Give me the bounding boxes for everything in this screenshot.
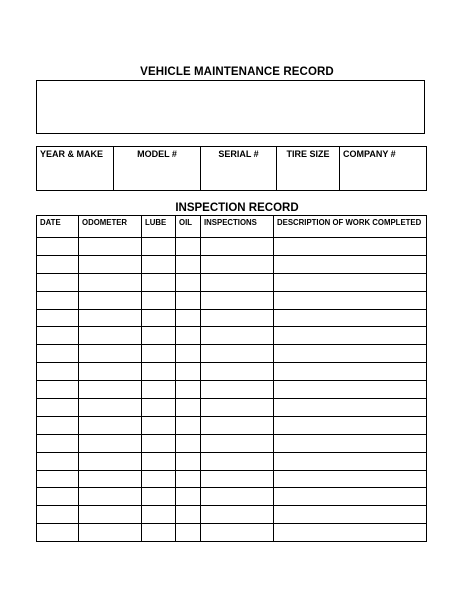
header-inspections: INSPECTIONS: [201, 216, 274, 238]
oil-field[interactable]: [176, 291, 201, 309]
description-field[interactable]: [274, 399, 427, 417]
date-field[interactable]: [37, 506, 79, 524]
odometer-field[interactable]: [79, 524, 142, 542]
serial-field[interactable]: [201, 160, 277, 191]
lube-field[interactable]: [142, 416, 176, 434]
inspection-title: INSPECTION RECORD: [175, 202, 299, 214]
odometer-field[interactable]: [79, 238, 142, 256]
description-field[interactable]: [274, 452, 427, 470]
oil-field[interactable]: [176, 309, 201, 327]
form-title: VEHICLE MAINTENANCE RECORD: [140, 66, 334, 78]
description-field[interactable]: [274, 309, 427, 327]
inspection-row: [37, 273, 427, 291]
lube-field[interactable]: [142, 309, 176, 327]
odometer-field[interactable]: [79, 416, 142, 434]
inspection-row: [37, 399, 427, 417]
odometer-field[interactable]: [79, 273, 142, 291]
oil-field[interactable]: [176, 327, 201, 345]
header-year-make: YEAR & MAKE: [37, 147, 114, 160]
description-field[interactable]: [274, 345, 427, 363]
description-field[interactable]: [274, 506, 427, 524]
lube-field[interactable]: [142, 470, 176, 488]
date-field[interactable]: [37, 488, 79, 506]
inspections-field[interactable]: [201, 291, 274, 309]
description-field[interactable]: [274, 255, 427, 273]
description-field[interactable]: [274, 327, 427, 345]
date-field[interactable]: [37, 434, 79, 452]
description-field[interactable]: [274, 238, 427, 256]
lube-field[interactable]: [142, 434, 176, 452]
inspections-field[interactable]: [201, 255, 274, 273]
date-field[interactable]: [37, 470, 79, 488]
description-field[interactable]: [274, 363, 427, 381]
inspections-field[interactable]: [201, 524, 274, 542]
odometer-field[interactable]: [79, 434, 142, 452]
header-company: COMPANY #: [340, 147, 427, 160]
inspection-row: [37, 381, 427, 399]
description-field[interactable]: [274, 488, 427, 506]
header-lube: LUBE: [142, 216, 176, 238]
inspections-field[interactable]: [201, 434, 274, 452]
odometer-field[interactable]: [79, 291, 142, 309]
oil-field[interactable]: [176, 399, 201, 417]
header-model: MODEL #: [114, 147, 201, 160]
odometer-field[interactable]: [79, 470, 142, 488]
lube-field[interactable]: [142, 506, 176, 524]
inspection-row: [37, 363, 427, 381]
lube-field[interactable]: [142, 327, 176, 345]
inspection-row: [37, 524, 427, 542]
date-field[interactable]: [37, 327, 79, 345]
date-field[interactable]: [37, 255, 79, 273]
date-field[interactable]: [37, 273, 79, 291]
oil-field[interactable]: [176, 381, 201, 399]
inspection-row: [37, 506, 427, 524]
date-field[interactable]: [37, 416, 79, 434]
inspection-row: [37, 434, 427, 452]
vehicle-info-table: [36, 146, 427, 191]
inspections-field[interactable]: [201, 488, 274, 506]
vehicle-entry-row: [37, 160, 427, 191]
inspections-field[interactable]: [201, 416, 274, 434]
oil-field[interactable]: [176, 470, 201, 488]
oil-field[interactable]: [176, 238, 201, 256]
inspections-field[interactable]: [201, 327, 274, 345]
inspection-row: [37, 452, 427, 470]
date-field[interactable]: [37, 452, 79, 470]
date-field[interactable]: [37, 524, 79, 542]
odometer-field[interactable]: [79, 381, 142, 399]
tire-size-field[interactable]: [277, 160, 340, 191]
inspections-field[interactable]: [201, 309, 274, 327]
header-oil: OIL: [176, 216, 201, 238]
odometer-field[interactable]: [79, 327, 142, 345]
lube-field[interactable]: [142, 399, 176, 417]
inspection-header-row: [37, 216, 427, 238]
date-field[interactable]: [37, 381, 79, 399]
lube-field[interactable]: [142, 291, 176, 309]
lube-field[interactable]: [142, 255, 176, 273]
description-field[interactable]: [274, 291, 427, 309]
inspections-field[interactable]: [201, 238, 274, 256]
oil-field[interactable]: [176, 273, 201, 291]
description-field[interactable]: [274, 470, 427, 488]
odometer-field[interactable]: [79, 506, 142, 524]
header-serial: SERIAL #: [201, 147, 277, 160]
vehicle-header-row: [37, 147, 427, 160]
oil-field[interactable]: [176, 488, 201, 506]
inspection-table: [36, 215, 427, 542]
inspection-body: [37, 238, 427, 542]
description-field[interactable]: [274, 273, 427, 291]
date-field[interactable]: [37, 363, 79, 381]
description-field[interactable]: [274, 381, 427, 399]
date-field[interactable]: [37, 399, 79, 417]
inspection-row: [37, 416, 427, 434]
inspection-row: [37, 291, 427, 309]
odometer-field[interactable]: [79, 363, 142, 381]
lube-field[interactable]: [142, 452, 176, 470]
oil-field[interactable]: [176, 416, 201, 434]
notes-box[interactable]: [36, 80, 425, 134]
odometer-field[interactable]: [79, 452, 142, 470]
inspection-row: [37, 345, 427, 363]
inspection-row: [37, 470, 427, 488]
inspections-field[interactable]: [201, 452, 274, 470]
oil-field[interactable]: [176, 434, 201, 452]
inspection-row: [37, 488, 427, 506]
oil-field[interactable]: [176, 345, 201, 363]
oil-field[interactable]: [176, 452, 201, 470]
lube-field[interactable]: [142, 381, 176, 399]
inspections-field[interactable]: [201, 470, 274, 488]
inspection-row: [37, 255, 427, 273]
oil-field[interactable]: [176, 506, 201, 524]
inspection-row: [37, 309, 427, 327]
description-field[interactable]: [274, 434, 427, 452]
inspections-field[interactable]: [201, 273, 274, 291]
lube-field[interactable]: [142, 488, 176, 506]
date-field[interactable]: [37, 309, 79, 327]
date-field[interactable]: [37, 291, 79, 309]
inspections-field[interactable]: [201, 363, 274, 381]
header-description: DESCRIPTION OF WORK COMPLETED: [274, 216, 427, 238]
header-odometer: ODOMETER: [79, 216, 142, 238]
oil-field[interactable]: [176, 524, 201, 542]
lube-field[interactable]: [142, 524, 176, 542]
lube-field[interactable]: [142, 238, 176, 256]
model-field[interactable]: [114, 160, 201, 191]
lube-field[interactable]: [142, 345, 176, 363]
inspection-row: [37, 327, 427, 345]
header-tire-size: TIRE SIZE: [277, 147, 340, 160]
lube-field[interactable]: [142, 273, 176, 291]
oil-field[interactable]: [176, 363, 201, 381]
odometer-field[interactable]: [79, 255, 142, 273]
header-date: DATE: [37, 216, 79, 238]
lube-field[interactable]: [142, 363, 176, 381]
odometer-field[interactable]: [79, 488, 142, 506]
inspections-field[interactable]: [201, 381, 274, 399]
inspections-field[interactable]: [201, 506, 274, 524]
date-field[interactable]: [37, 238, 79, 256]
odometer-field[interactable]: [79, 309, 142, 327]
odometer-field[interactable]: [79, 345, 142, 363]
company-field[interactable]: [340, 160, 427, 191]
year-make-field[interactable]: [37, 160, 114, 191]
description-field[interactable]: [274, 416, 427, 434]
inspections-field[interactable]: [201, 345, 274, 363]
oil-field[interactable]: [176, 255, 201, 273]
inspections-field[interactable]: [201, 399, 274, 417]
date-field[interactable]: [37, 345, 79, 363]
odometer-field[interactable]: [79, 399, 142, 417]
description-field[interactable]: [274, 524, 427, 542]
inspection-row: [37, 238, 427, 256]
